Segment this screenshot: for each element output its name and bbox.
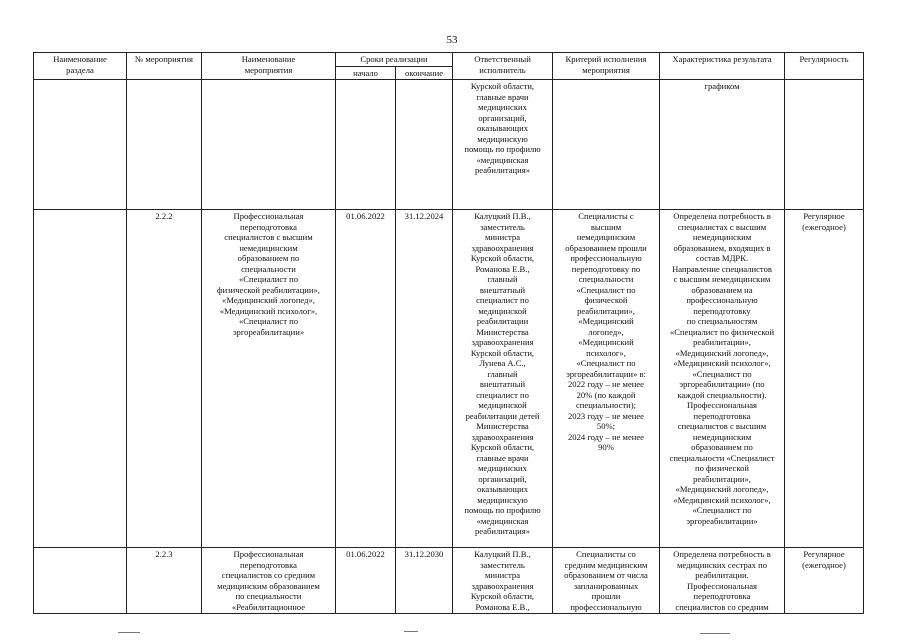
cell-start: 01.06.2022	[336, 210, 396, 548]
cell-end: 31.12.2030	[396, 548, 453, 614]
table-row	[34, 548, 864, 614]
cell-section	[34, 548, 127, 614]
cell-number: 2.2.2	[127, 210, 202, 548]
scan-artifact	[700, 633, 730, 634]
cell-responsible: Калуцкий П.В., заместитель министра здравоохранения Курской области, Романова Е.В.,	[453, 548, 553, 614]
scan-artifact	[404, 631, 418, 632]
scan-artifact	[118, 632, 140, 633]
cell-section	[34, 210, 127, 548]
cell-regularity: Регулярное (ежегодное)	[785, 548, 864, 614]
cell-end: 31.12.2024	[396, 210, 453, 548]
table-header	[34, 53, 864, 80]
cell-end	[396, 80, 453, 210]
events-table	[33, 52, 864, 614]
cell-responsible: Калуцкий П.В., заместитель министра здравоохранения Курской области, Романова Е.В., главный внештатный специалист по медицинской реабилитации Министерства здравоохранения Курской области, Лунева А.С., главный внештатный специалист по медицинской реабилитации детей Министерства здравоохранения Курской области, главные врачи медицинских организаций, оказывающих медицинскую помощь по профилю «медицинская реабилитация»	[453, 210, 553, 548]
cell-name	[202, 80, 336, 210]
cell-name: Профессиональная переподготовка специалистов с высшим немедицинским образованием по специальности «Специалист по физической реабилитации», «Медицинский логопед», «Медицинский психолог», «Специалист по эргореабилитации»	[202, 210, 336, 548]
cell-result: графиком	[660, 80, 785, 210]
table-row	[34, 80, 864, 210]
header-event-number: № мероприятия	[127, 53, 202, 80]
header-section-name: Наименование раздела	[34, 53, 127, 80]
cell-section	[34, 80, 127, 210]
cell-criterion: Специалисты со средним медицинским образованием от числа запланированных прошли профессиональную	[553, 548, 660, 614]
header-regularity: Регулярность	[785, 53, 864, 80]
cell-regularity: Регулярное (ежегодное)	[785, 210, 864, 548]
cell-number: 2.2.3	[127, 548, 202, 614]
cell-start: 01.06.2022	[336, 548, 396, 614]
header-start: начало	[336, 66, 396, 80]
cell-responsible: Курской области, главные врачи медицинских организаций, оказывающих медицинскую помощь по профилю «медицинская реабилитация»	[453, 80, 553, 210]
header-end: окончание	[396, 66, 453, 80]
cell-result: Определена потребность в медицинских сестрах по реабилитации. Профессиональная переподготовка специалистов со средним	[660, 548, 785, 614]
cell-start	[336, 80, 396, 210]
cell-result: Определена потребность в специалистах с высшим немедицинским образованием, входящих в состав МДРК. Направление специалистов с высшим немедицинским образованием на профессиональную переподготовку по специальностям «Специалист по физической реабилитации», «Медицинский логопед», «Медицинский психолог», «Специалист по эргореабилитации» (по каждой специальности). Профессиональная переподготовка специалистов с высшим немедицинским образованием по специальности «Специалист по физической реабилитации», «Медицинский логопед», «Медицинский психолог», «Специалист по эргореабилитации»	[660, 210, 785, 548]
table-row	[34, 210, 864, 548]
page-number: 53	[446, 34, 458, 46]
cell-criterion	[553, 80, 660, 210]
cell-name: Профессиональная переподготовка специалистов со средним медицинским образованием по специальности «Реабилитационное	[202, 548, 336, 614]
header-criterion: Критерий исполнения мероприятия	[553, 53, 660, 80]
header-responsible: Ответственный исполнитель	[453, 53, 553, 80]
cell-criterion: Специалисты с высшим немедицинским образованием прошли профессиональную переподготовку по специальности «Специалист по физической реабилитации», «Медицинский логопед», «Медицинский психолог», «Специалист по эргореабилитации» в: 2022 году – не менее 20% (по каждой специальности); 2023 году – не менее 50%; 2024 году – не менее 90%	[553, 210, 660, 548]
header-terms: Сроки реализации	[336, 53, 453, 67]
header-result: Характеристика результата	[660, 53, 785, 80]
header-event-name: Наименование мероприятия	[202, 53, 336, 80]
cell-number	[127, 80, 202, 210]
cell-regularity	[785, 80, 864, 210]
